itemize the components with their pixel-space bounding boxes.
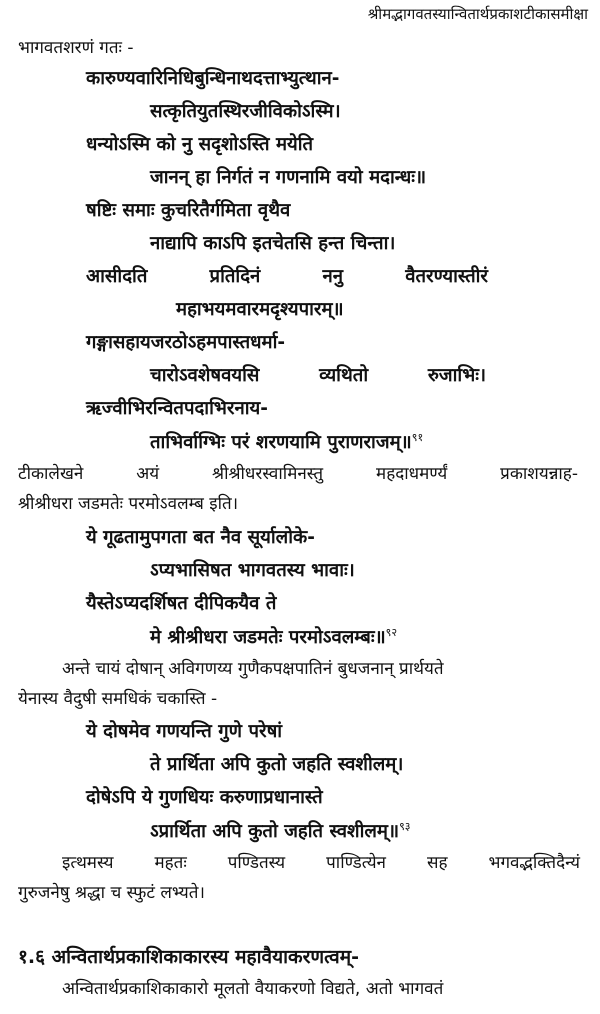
verse1-line4: जानन् हा निर्गतं न गणनामि वयो मदान्धः॥: [150, 167, 427, 188]
para3-word: भगवद्भक्तिदैन्यं: [488, 853, 580, 873]
verse1-line9: गङ्गासहायजरठोऽहमपास्तधर्मा-: [86, 332, 286, 353]
verse3-line4: [150, 821, 411, 842]
para1-word: अयं: [136, 464, 160, 484]
verse2-line1: ये गूढतामुपगता बत नैव सूर्यालोके-: [86, 527, 315, 548]
verse1-line7-word: आसीदति: [86, 266, 148, 287]
verse1-line7-word: वैतरण्यास्तीरं: [405, 266, 488, 287]
para3-word: सह: [426, 853, 448, 873]
verse1-line12-text: ताभिर्वाग्भिः परं शरणयामि पुराणराजम्॥: [150, 432, 412, 454]
verse1-line10-word: व्यथितो: [319, 365, 369, 386]
verse1-line7: [86, 268, 488, 287]
verse1-line10-word: रुजाभिः।: [427, 365, 486, 386]
para1-line2: श्रीश्रीधरा जडमतेः परमोऽवलम्ब इति।: [18, 494, 239, 514]
verse1-line6: नाद्यापि काऽपि इतचेतसि हन्त चिन्ता।: [150, 233, 396, 254]
verse1-line8: महाभयमवारमदृश्यपारम्॥: [176, 299, 344, 320]
footnote-ref-93: ९३: [399, 820, 411, 833]
verse3-line1: ये दोषमेव गणयन्ति गुणे परेषां: [86, 721, 283, 742]
verse1-line1: कारुण्यवारिनिधिबुन्धिनाथदत्ताभ्युत्थान-: [86, 68, 340, 89]
para3-line2: गुरुजनेषु श्रद्धा च स्फुटं लभ्यते।: [18, 883, 205, 903]
para3-word: पण्डितस्य: [227, 853, 286, 873]
footnote-ref-92: ९२: [385, 626, 398, 639]
verse1-line11: ऋज्वीभिरन्वितपदाभिरनाय-: [86, 398, 268, 419]
para1-word: प्रकाशयन्नाह-: [500, 464, 578, 484]
para1-word: टीकालेखने: [18, 464, 84, 484]
verse1-line7-word: ननु: [322, 266, 344, 287]
verse3-line4-text: ऽप्रार्थिता अपि कुतो जहति स्वशीलम्॥: [150, 821, 400, 843]
para2-line1: अन्ते चायं दोषान् अविगणय्य गुणैकपक्षपातिनं बुधजनान् प्रार्थयते: [62, 659, 444, 679]
para3-word: इत्थमस्य: [62, 853, 114, 873]
section-heading: [18, 948, 359, 967]
verse3-line3: दोषेऽपि ये गुणधियः करुणाप्रधानास्ते: [86, 787, 323, 808]
verse1-line12: [150, 432, 423, 453]
verse2-line2: ऽप्यभासिषत भागवतस्य भावाः।: [150, 560, 355, 581]
para1-word: महदाधमर्ण्यं: [376, 464, 448, 484]
para1-line1: [18, 466, 578, 483]
intro-line: भागवतशरणं गतः -: [18, 38, 134, 58]
verse2-line4-text: मे श्रीश्रीधरा जडमतेः परमोऽवलम्बः॥: [150, 627, 386, 649]
para2-line2: येनास्य वैदुषी समधिकं चकास्ति -: [18, 689, 218, 709]
para3-line1: [62, 855, 580, 872]
verse2-line3: यैस्तेऽप्यदर्शिषत दीपिकयैव ते: [86, 593, 277, 614]
footnote-ref-91: ९१: [411, 431, 424, 444]
section-number: १.६: [18, 946, 45, 968]
para3-word: महतः: [154, 853, 187, 873]
para3-word: पाण्डित्येन: [326, 853, 386, 873]
para4-line1: अन्वितार्थप्रकाशिकाकारो मूलतो वैयाकरणो विद्यते, अतो भागवतं: [62, 979, 444, 999]
running-header: श्रीमद्भागवतस्यान्वितार्थप्रकाशटीकासमीक्षा: [367, 5, 588, 23]
verse1-line3: धन्योऽस्मि को नु सदृशोऽस्ति मयेति: [86, 134, 314, 155]
verse1-line10-word: चारोऽवशेषवयसि: [150, 365, 260, 386]
verse1-line2: सत्कृतियुतस्थिरजीविकोऽस्मि।: [150, 101, 341, 122]
verse1-line7-word: प्रतिदिनं: [209, 266, 261, 287]
para1-word: श्रीश्रीधरस्वामिनस्तु: [212, 464, 324, 484]
section-title: अन्वितार्थप्रकाशिकाकारस्य महावैयाकरणत्वम्-: [51, 946, 359, 968]
verse2-line4: [150, 627, 397, 648]
verse1-line5: षष्टिः समाः कुचरितैर्गमिता वृथैव: [86, 200, 291, 221]
verse1-line10: [150, 367, 486, 386]
verse3-line2: ते प्रार्थिता अपि कुतो जहति स्वशीलम्।: [150, 754, 404, 775]
